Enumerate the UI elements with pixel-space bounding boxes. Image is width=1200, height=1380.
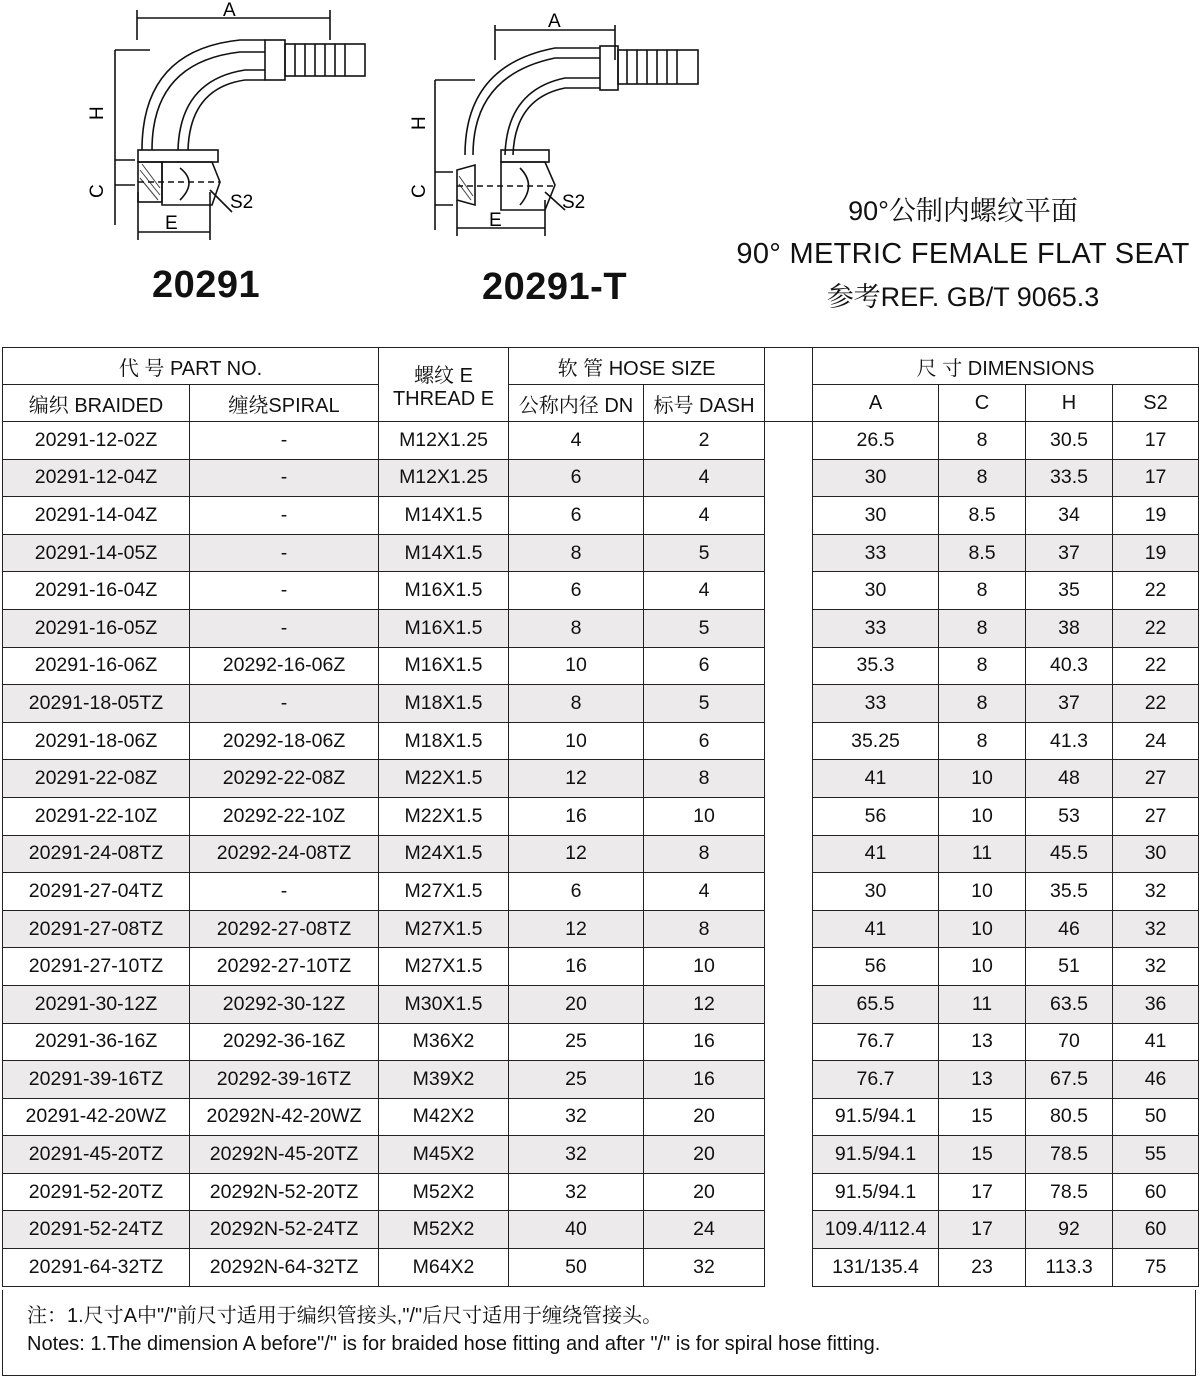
cell-thread: M18X1.5 (379, 685, 509, 723)
cell-dim-a: 56 (813, 797, 939, 835)
cell-dim-h: 37 (1026, 685, 1113, 723)
cell-dim-c: 10 (939, 910, 1026, 948)
cell-braided-part: 20291-12-02Z (3, 422, 190, 460)
cell-braided-part: 20291-14-05Z (3, 534, 190, 572)
cell-braided-part: 20291-27-04TZ (3, 873, 190, 911)
cell-dim-a: 65.5 (813, 985, 939, 1023)
table-row (3, 722, 1199, 760)
cell-spiral-part: - (190, 572, 379, 610)
table-row (3, 873, 1199, 911)
cell-thread: M52X2 (379, 1173, 509, 1211)
dim-label-h: H (409, 116, 430, 130)
cell-dn: 16 (509, 797, 644, 835)
cell-dn: 25 (509, 1023, 644, 1061)
cell-dim-a: 30 (813, 873, 939, 911)
cell-dim-c: 23 (939, 1249, 1026, 1287)
cell-dim-a: 76.7 (813, 1023, 939, 1061)
header-part-no: 代 号 PART NO. (3, 348, 379, 385)
cell-braided-part: 20291-16-06Z (3, 647, 190, 685)
cell-dash: 6 (644, 647, 765, 685)
cell-dash: 4 (644, 459, 765, 497)
fitting-drawing-20291 (80, 0, 380, 245)
cell-dash: 4 (644, 497, 765, 535)
row-spacer (765, 1061, 813, 1099)
cell-dim-a: 33 (813, 685, 939, 723)
cell-dn: 8 (509, 609, 644, 647)
header-braided: 编织 BRAIDED (3, 385, 190, 422)
cell-spiral-part: 20292-36-16Z (190, 1023, 379, 1061)
cell-dim-s2: 27 (1113, 760, 1199, 798)
cell-dim-a: 56 (813, 948, 939, 986)
cell-dim-c: 8 (939, 647, 1026, 685)
cell-dim-h: 34 (1026, 497, 1113, 535)
cell-spiral-part: - (190, 534, 379, 572)
dim-label-h: H (87, 106, 108, 120)
cell-braided-part: 20291-12-04Z (3, 459, 190, 497)
table-row (3, 497, 1199, 535)
elbow-fitting-diagram (80, 0, 380, 245)
cell-dn: 32 (509, 1173, 644, 1211)
cell-dim-s2: 19 (1113, 497, 1199, 535)
cell-spiral-part: 20292-30-12Z (190, 985, 379, 1023)
cell-dash: 10 (644, 797, 765, 835)
header-dimensions: 尺 寸 DIMENSIONS (813, 348, 1199, 385)
cell-dim-s2: 55 (1113, 1136, 1199, 1174)
cell-braided-part: 20291-52-24TZ (3, 1211, 190, 1249)
cell-dn: 6 (509, 873, 644, 911)
cell-dn: 40 (509, 1211, 644, 1249)
cell-dim-c: 8 (939, 685, 1026, 723)
cell-dash: 5 (644, 685, 765, 723)
cell-thread: M27X1.5 (379, 948, 509, 986)
cell-dim-c: 8.5 (939, 497, 1026, 535)
cell-dim-h: 51 (1026, 948, 1113, 986)
dim-label-c: C (409, 184, 430, 198)
cell-thread: M22X1.5 (379, 797, 509, 835)
cell-dim-c: 17 (939, 1173, 1026, 1211)
cell-dim-s2: 50 (1113, 1098, 1199, 1136)
cell-dim-c: 10 (939, 948, 1026, 986)
cell-dn: 6 (509, 497, 644, 535)
cell-dn: 32 (509, 1098, 644, 1136)
header-h: H (1026, 385, 1113, 422)
cell-dim-h: 53 (1026, 797, 1113, 835)
cell-braided-part: 20291-39-16TZ (3, 1061, 190, 1099)
cell-dim-c: 15 (939, 1136, 1026, 1174)
table-row (3, 459, 1199, 497)
cell-dim-c: 15 (939, 1098, 1026, 1136)
table-row (3, 609, 1199, 647)
cell-dim-a: 91.5/94.1 (813, 1173, 939, 1211)
dim-label-e: E (165, 213, 178, 234)
header-thread-cn: 螺纹 E (414, 364, 473, 387)
table-row (3, 797, 1199, 835)
cell-spiral-part: 20292-16-06Z (190, 647, 379, 685)
cell-dn: 6 (509, 459, 644, 497)
cell-spiral-part: 20292-22-08Z (190, 760, 379, 798)
cell-spiral-part: 20292N-52-24TZ (190, 1211, 379, 1249)
cell-dim-a: 35.25 (813, 722, 939, 760)
cell-dim-h: 41.3 (1026, 722, 1113, 760)
row-spacer (765, 722, 813, 760)
cell-dim-s2: 75 (1113, 1249, 1199, 1287)
row-spacer (765, 948, 813, 986)
cell-dim-a: 91.5/94.1 (813, 1098, 939, 1136)
cell-dim-a: 91.5/94.1 (813, 1136, 939, 1174)
cell-dim-c: 11 (939, 985, 1026, 1023)
cell-spiral-part: - (190, 609, 379, 647)
cell-dn: 20 (509, 985, 644, 1023)
cell-dash: 20 (644, 1173, 765, 1211)
cell-dim-c: 8 (939, 722, 1026, 760)
table-row (3, 647, 1199, 685)
cell-dim-s2: 24 (1113, 722, 1199, 760)
row-spacer (765, 1098, 813, 1136)
row-spacer (765, 572, 813, 610)
cell-dash: 32 (644, 1249, 765, 1287)
title-ref: 参考REF. GB/T 9065.3 (826, 282, 1100, 312)
cell-dim-a: 41 (813, 835, 939, 873)
cell-dim-s2: 27 (1113, 797, 1199, 835)
cell-dash: 20 (644, 1098, 765, 1136)
header-thread-en: THREAD E (392, 387, 495, 410)
row-spacer (765, 459, 813, 497)
cell-braided-part: 20291-36-16Z (3, 1023, 190, 1061)
cell-dim-c: 8.5 (939, 534, 1026, 572)
row-spacer (765, 609, 813, 647)
cell-thread: M16X1.5 (379, 572, 509, 610)
row-spacer (765, 647, 813, 685)
cell-dn: 4 (509, 422, 644, 460)
cell-thread: M12X1.25 (379, 459, 509, 497)
cell-braided-part: 20291-27-10TZ (3, 948, 190, 986)
row-spacer (765, 985, 813, 1023)
dim-label-s2: S2 (562, 192, 586, 213)
cell-braided-part: 20291-24-08TZ (3, 835, 190, 873)
cell-spiral-part: 20292N-52-20TZ (190, 1173, 379, 1211)
cell-dash: 6 (644, 722, 765, 760)
model-number: 20291 (152, 264, 261, 306)
header-spiral: 缠绕SPIRAL (190, 385, 379, 422)
cell-thread: M16X1.5 (379, 647, 509, 685)
cell-thread: M14X1.5 (379, 534, 509, 572)
cell-braided-part: 20291-64-32TZ (3, 1249, 190, 1287)
row-spacer (765, 1023, 813, 1061)
cell-dn: 32 (509, 1136, 644, 1174)
cell-spiral-part: 20292-18-06Z (190, 722, 379, 760)
cell-dash: 5 (644, 534, 765, 572)
header-spacer (765, 348, 813, 422)
row-spacer (765, 910, 813, 948)
header-hose-size: 软 管 HOSE SIZE (509, 348, 765, 385)
cell-dim-h: 46 (1026, 910, 1113, 948)
table-row (3, 685, 1199, 723)
cell-dim-a: 35.3 (813, 647, 939, 685)
row-spacer (765, 422, 813, 460)
cell-dim-h: 37 (1026, 534, 1113, 572)
cell-dim-s2: 60 (1113, 1211, 1199, 1249)
cell-dim-h: 78.5 (1026, 1173, 1113, 1211)
cell-dn: 25 (509, 1061, 644, 1099)
cell-dim-h: 67.5 (1026, 1061, 1113, 1099)
cell-thread: M27X1.5 (379, 873, 509, 911)
cell-spiral-part: 20292N-64-32TZ (190, 1249, 379, 1287)
product-header (0, 0, 1200, 345)
cell-dim-s2: 22 (1113, 647, 1199, 685)
cell-dim-h: 92 (1026, 1211, 1113, 1249)
row-spacer (765, 1211, 813, 1249)
table-row (3, 1211, 1199, 1249)
table-row (3, 1023, 1199, 1061)
cell-dim-h: 40.3 (1026, 647, 1113, 685)
cell-dim-h: 113.3 (1026, 1249, 1113, 1287)
cell-braided-part: 20291-30-12Z (3, 985, 190, 1023)
spec-table (2, 347, 1199, 1287)
cell-dash: 4 (644, 873, 765, 911)
header-thread (379, 348, 509, 422)
cell-spiral-part: - (190, 422, 379, 460)
table-row (3, 760, 1199, 798)
cell-dim-s2: 19 (1113, 534, 1199, 572)
cell-braided-part: 20291-22-10Z (3, 797, 190, 835)
cell-dash: 20 (644, 1136, 765, 1174)
cell-dim-s2: 36 (1113, 985, 1199, 1023)
cell-braided-part: 20291-16-05Z (3, 609, 190, 647)
table-row (3, 985, 1199, 1023)
cell-thread: M30X1.5 (379, 985, 509, 1023)
cell-braided-part: 20291-18-06Z (3, 722, 190, 760)
cell-spiral-part: - (190, 497, 379, 535)
row-spacer (765, 1249, 813, 1287)
cell-thread: M12X1.25 (379, 422, 509, 460)
cell-dn: 10 (509, 647, 644, 685)
cell-dn: 12 (509, 835, 644, 873)
cell-spiral-part: 20292-24-08TZ (190, 835, 379, 873)
cell-thread: M45X2 (379, 1136, 509, 1174)
cell-dim-a: 30 (813, 497, 939, 535)
cell-dim-h: 48 (1026, 760, 1113, 798)
row-spacer (765, 797, 813, 835)
cell-dim-c: 8 (939, 459, 1026, 497)
dim-label-c: C (87, 184, 108, 198)
cell-dim-c: 17 (939, 1211, 1026, 1249)
row-spacer (765, 1173, 813, 1211)
cell-dash: 8 (644, 910, 765, 948)
cell-thread: M18X1.5 (379, 722, 509, 760)
cell-dim-s2: 22 (1113, 609, 1199, 647)
cell-dim-c: 13 (939, 1061, 1026, 1099)
product-title-block (728, 190, 1198, 319)
cell-dash: 16 (644, 1061, 765, 1099)
cell-dim-h: 35 (1026, 572, 1113, 610)
cell-dash: 4 (644, 572, 765, 610)
cell-dim-c: 10 (939, 873, 1026, 911)
cell-dim-h: 45.5 (1026, 835, 1113, 873)
cell-dim-h: 38 (1026, 609, 1113, 647)
row-spacer (765, 835, 813, 873)
cell-dim-a: 33 (813, 534, 939, 572)
cell-dim-c: 8 (939, 609, 1026, 647)
cell-dash: 10 (644, 948, 765, 986)
cell-dim-c: 10 (939, 760, 1026, 798)
cell-spiral-part: - (190, 459, 379, 497)
cell-dim-a: 30 (813, 459, 939, 497)
cell-thread: M36X2 (379, 1023, 509, 1061)
cell-braided-part: 20291-18-05TZ (3, 685, 190, 723)
cell-dim-h: 30.5 (1026, 422, 1113, 460)
cell-dn: 12 (509, 760, 644, 798)
cell-spiral-part: 20292-22-10Z (190, 797, 379, 835)
cell-dim-c: 11 (939, 835, 1026, 873)
cell-dim-s2: 32 (1113, 948, 1199, 986)
cell-dim-a: 76.7 (813, 1061, 939, 1099)
table-row (3, 534, 1199, 572)
title-en: 90° METRIC FEMALE FLAT SEAT (736, 238, 1190, 270)
dim-label-a: A (223, 0, 236, 21)
cell-thread: M39X2 (379, 1061, 509, 1099)
cell-dn: 16 (509, 948, 644, 986)
cell-dn: 8 (509, 534, 644, 572)
cell-dim-s2: 22 (1113, 572, 1199, 610)
table-row (3, 1098, 1199, 1136)
cell-thread: M22X1.5 (379, 760, 509, 798)
cell-dash: 5 (644, 609, 765, 647)
header-c: C (939, 385, 1026, 422)
cell-braided-part: 20291-22-08Z (3, 760, 190, 798)
cell-dim-s2: 41 (1113, 1023, 1199, 1061)
table-row (3, 910, 1199, 948)
cell-braided-part: 20291-45-20TZ (3, 1136, 190, 1174)
cell-dim-s2: 32 (1113, 910, 1199, 948)
cell-spiral-part: 20292-27-10TZ (190, 948, 379, 986)
cell-dim-s2: 46 (1113, 1061, 1199, 1099)
dim-label-a: A (548, 11, 561, 32)
table-row (3, 1061, 1199, 1099)
cell-spiral-part: 20292-39-16TZ (190, 1061, 379, 1099)
note-en: Notes: 1.The dimension A before"/" is for braided hose fitting and after "/" is for spiral hose fitting. (27, 1333, 881, 1355)
cell-dim-c: 10 (939, 797, 1026, 835)
row-spacer (765, 1136, 813, 1174)
cell-thread: M16X1.5 (379, 609, 509, 647)
cell-dn: 8 (509, 685, 644, 723)
cell-spiral-part: 20292N-45-20TZ (190, 1136, 379, 1174)
cell-dash: 24 (644, 1211, 765, 1249)
cell-dim-h: 33.5 (1026, 459, 1113, 497)
cell-dim-h: 63.5 (1026, 985, 1113, 1023)
title-cn: 90°公制内螺纹平面 (848, 196, 1078, 226)
cell-dim-a: 26.5 (813, 422, 939, 460)
table-row (3, 948, 1199, 986)
header-s2: S2 (1113, 385, 1199, 422)
table-row (3, 572, 1199, 610)
cell-dn: 12 (509, 910, 644, 948)
cell-dim-a: 30 (813, 572, 939, 610)
table-row (3, 422, 1199, 460)
cell-dim-a: 41 (813, 910, 939, 948)
cell-spiral-part: 20292-27-08TZ (190, 910, 379, 948)
cell-thread: M24X1.5 (379, 835, 509, 873)
cell-dim-a: 131/135.4 (813, 1249, 939, 1287)
cell-dim-a: 33 (813, 609, 939, 647)
table-row (3, 1173, 1199, 1211)
cell-spiral-part: 20292N-42-20WZ (190, 1098, 379, 1136)
cell-thread: M27X1.5 (379, 910, 509, 948)
cell-braided-part: 20291-27-08TZ (3, 910, 190, 948)
row-spacer (765, 760, 813, 798)
cell-thread: M52X2 (379, 1211, 509, 1249)
header-dash: 标号 DASH (644, 385, 765, 422)
model-number-t: 20291-T (482, 266, 628, 308)
header-dn: 公称内径 DN (509, 385, 644, 422)
cell-dim-s2: 60 (1113, 1173, 1199, 1211)
spec-table-body (3, 422, 1199, 1287)
notes-box (2, 1290, 1196, 1376)
table-row (3, 835, 1199, 873)
row-spacer (765, 497, 813, 535)
cell-dim-s2: 17 (1113, 422, 1199, 460)
cell-dim-s2: 17 (1113, 459, 1199, 497)
cell-dash: 16 (644, 1023, 765, 1061)
cell-thread: M14X1.5 (379, 497, 509, 535)
table-row (3, 1136, 1199, 1174)
cell-dim-c: 8 (939, 572, 1026, 610)
cell-dash: 8 (644, 835, 765, 873)
cell-dim-c: 13 (939, 1023, 1026, 1061)
header-a: A (813, 385, 939, 422)
cell-braided-part: 20291-14-04Z (3, 497, 190, 535)
cell-dim-s2: 32 (1113, 873, 1199, 911)
cell-dim-a: 109.4/112.4 (813, 1211, 939, 1249)
cell-braided-part: 20291-16-04Z (3, 572, 190, 610)
cell-spiral-part: - (190, 873, 379, 911)
elbow-fitting-diagram-t (405, 0, 705, 245)
cell-braided-part: 20291-42-20WZ (3, 1098, 190, 1136)
row-spacer (765, 534, 813, 572)
cell-dim-h: 80.5 (1026, 1098, 1113, 1136)
cell-dim-h: 78.5 (1026, 1136, 1113, 1174)
cell-dash: 8 (644, 760, 765, 798)
cell-dn: 50 (509, 1249, 644, 1287)
cell-spiral-part: - (190, 685, 379, 723)
row-spacer (765, 685, 813, 723)
dim-label-s2: S2 (230, 192, 254, 213)
cell-dash: 2 (644, 422, 765, 460)
row-spacer (765, 873, 813, 911)
fitting-drawing-20291-t (405, 0, 705, 245)
cell-dim-s2: 30 (1113, 835, 1199, 873)
cell-braided-part: 20291-52-20TZ (3, 1173, 190, 1211)
table-row (3, 1249, 1199, 1287)
cell-dim-s2: 22 (1113, 685, 1199, 723)
dim-label-e: E (489, 210, 502, 231)
cell-dn: 10 (509, 722, 644, 760)
cell-dim-h: 35.5 (1026, 873, 1113, 911)
cell-dash: 12 (644, 985, 765, 1023)
cell-thread: M42X2 (379, 1098, 509, 1136)
cell-dim-c: 8 (939, 422, 1026, 460)
cell-dim-h: 70 (1026, 1023, 1113, 1061)
note-cn: 注：1.尺寸A中"/"前尺寸适用于编织管接头,"/"后尺寸适用于缠绕管接头。 (27, 1305, 663, 1327)
cell-dim-a: 41 (813, 760, 939, 798)
cell-thread: M64X2 (379, 1249, 509, 1287)
cell-dn: 6 (509, 572, 644, 610)
